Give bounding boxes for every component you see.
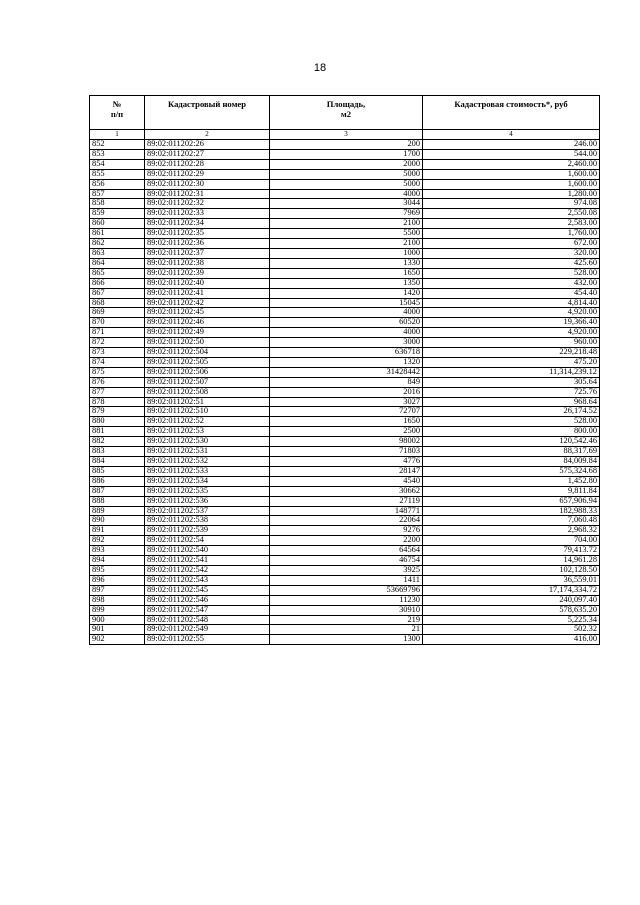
area-value: 2100 <box>270 219 423 229</box>
cadastral-number: 89:02:011202:530 <box>145 437 270 447</box>
cost-value: 240,097.40 <box>423 595 600 605</box>
row-number: 894 <box>90 556 145 566</box>
table-row <box>90 476 600 486</box>
table-row <box>90 377 600 387</box>
cost-value: 4,920.00 <box>423 308 600 318</box>
row-number: 889 <box>90 506 145 516</box>
cost-value: 305.64 <box>423 377 600 387</box>
area-value: 1650 <box>270 268 423 278</box>
area-value: 1650 <box>270 417 423 427</box>
cadastral-number: 89:02:011202:27 <box>145 149 270 159</box>
table-header <box>90 96 600 140</box>
row-number: 884 <box>90 457 145 467</box>
table-row <box>90 615 600 625</box>
cadastral-number: 89:02:011202:49 <box>145 328 270 338</box>
area-value: 1000 <box>270 248 423 258</box>
cadastral-number: 89:02:011202:549 <box>145 625 270 635</box>
table-row <box>90 506 600 516</box>
table-row <box>90 159 600 169</box>
area-value: 4000 <box>270 189 423 199</box>
area-value: 200 <box>270 140 423 150</box>
table-row <box>90 298 600 308</box>
cadastral-number: 89:02:011202:31 <box>145 189 270 199</box>
table-row <box>90 367 600 377</box>
cadastral-number: 89:02:011202:538 <box>145 516 270 526</box>
row-number: 863 <box>90 248 145 258</box>
row-number: 861 <box>90 229 145 239</box>
cadastral-number: 89:02:011202:542 <box>145 565 270 575</box>
row-number: 877 <box>90 387 145 397</box>
row-number: 890 <box>90 516 145 526</box>
area-value: 4000 <box>270 308 423 318</box>
table-row <box>90 486 600 496</box>
cadastral-number: 89:02:011202:504 <box>145 348 270 358</box>
cadastral-number: 89:02:011202:46 <box>145 318 270 328</box>
cost-value: 14,961.28 <box>423 556 600 566</box>
table-row <box>90 417 600 427</box>
table-row <box>90 516 600 526</box>
header-area-line1: Площадь, <box>326 99 366 109</box>
cost-value: 2,583.00 <box>423 219 600 229</box>
table-row <box>90 229 600 239</box>
row-number: 872 <box>90 338 145 348</box>
area-value: 27119 <box>270 496 423 506</box>
cadastral-number: 89:02:011202:505 <box>145 357 270 367</box>
area-value: 53669796 <box>270 585 423 595</box>
table-row <box>90 585 600 595</box>
area-value: 219 <box>270 615 423 625</box>
cost-value: 1,452.80 <box>423 476 600 486</box>
table-row <box>90 397 600 407</box>
table-row <box>90 387 600 397</box>
row-number: 876 <box>90 377 145 387</box>
row-number: 870 <box>90 318 145 328</box>
cost-value: 246.00 <box>423 140 600 150</box>
area-value: 1420 <box>270 288 423 298</box>
table-row <box>90 348 600 358</box>
cadastral-number: 89:02:011202:41 <box>145 288 270 298</box>
row-number: 856 <box>90 179 145 189</box>
area-value: 30662 <box>270 486 423 496</box>
row-number: 875 <box>90 367 145 377</box>
row-number: 888 <box>90 496 145 506</box>
row-number: 899 <box>90 605 145 615</box>
table-row <box>90 239 600 249</box>
cost-value: 120,542.46 <box>423 437 600 447</box>
header-cost: Кадастровая стоимость*, руб <box>423 96 600 130</box>
cost-value: 672.00 <box>423 239 600 249</box>
area-value: 9276 <box>270 526 423 536</box>
cadastral-number: 89:02:011202:546 <box>145 595 270 605</box>
cadastral-number: 89:02:011202:507 <box>145 377 270 387</box>
row-number: 860 <box>90 219 145 229</box>
area-value: 4776 <box>270 457 423 467</box>
row-number: 881 <box>90 427 145 437</box>
cost-value: 11,314,239.12 <box>423 367 600 377</box>
cadastral-number: 89:02:011202:50 <box>145 338 270 348</box>
cost-value: 84,009.84 <box>423 457 600 467</box>
row-number: 878 <box>90 397 145 407</box>
table-row <box>90 318 600 328</box>
column-number-row <box>90 130 600 140</box>
cost-value: 88,317.69 <box>423 447 600 457</box>
row-number: 879 <box>90 407 145 417</box>
cadastral-number: 89:02:011202:537 <box>145 506 270 516</box>
cost-value: 1,600.00 <box>423 169 600 179</box>
area-value: 1320 <box>270 357 423 367</box>
cost-value: 1,280.00 <box>423 189 600 199</box>
cadastral-number: 89:02:011202:547 <box>145 605 270 615</box>
area-value: 21 <box>270 625 423 635</box>
cadastral-number: 89:02:011202:35 <box>145 229 270 239</box>
row-number: 866 <box>90 278 145 288</box>
cadastral-number: 89:02:011202:53 <box>145 427 270 437</box>
table-row <box>90 407 600 417</box>
area-value: 5500 <box>270 229 423 239</box>
cadastral-number: 89:02:011202:533 <box>145 466 270 476</box>
column-number: 3 <box>270 130 423 140</box>
row-number: 858 <box>90 199 145 209</box>
area-value: 3044 <box>270 199 423 209</box>
table-row <box>90 268 600 278</box>
row-number: 901 <box>90 625 145 635</box>
cost-value: 36,559.01 <box>423 575 600 585</box>
table-row <box>90 189 600 199</box>
area-value: 22064 <box>270 516 423 526</box>
table-row <box>90 625 600 635</box>
row-number: 871 <box>90 328 145 338</box>
cost-value: 475.20 <box>423 357 600 367</box>
row-number: 898 <box>90 595 145 605</box>
row-number: 873 <box>90 348 145 358</box>
cost-value: 528.00 <box>423 417 600 427</box>
area-value: 1411 <box>270 575 423 585</box>
cost-value: 974.08 <box>423 199 600 209</box>
row-number: 893 <box>90 546 145 556</box>
area-value: 3027 <box>270 397 423 407</box>
cost-value: 725.76 <box>423 387 600 397</box>
cadastral-number: 89:02:011202:531 <box>145 447 270 457</box>
cadastral-number: 89:02:011202:32 <box>145 199 270 209</box>
area-value: 5000 <box>270 169 423 179</box>
cadastral-number: 89:02:011202:532 <box>145 457 270 467</box>
table-row <box>90 328 600 338</box>
table-row <box>90 179 600 189</box>
area-value: 1330 <box>270 258 423 268</box>
table-row <box>90 575 600 585</box>
row-number: 887 <box>90 486 145 496</box>
cadastral-number: 89:02:011202:29 <box>145 169 270 179</box>
table-row <box>90 258 600 268</box>
area-value: 30910 <box>270 605 423 615</box>
cost-value: 17,174,334.72 <box>423 585 600 595</box>
page-number: 18 <box>313 62 327 74</box>
row-number: 869 <box>90 308 145 318</box>
cadastral-number: 89:02:011202:51 <box>145 397 270 407</box>
row-number: 883 <box>90 447 145 457</box>
cost-value: 800.00 <box>423 427 600 437</box>
area-value: 1700 <box>270 149 423 159</box>
cadastral-number: 89:02:011202:40 <box>145 278 270 288</box>
area-value: 46754 <box>270 556 423 566</box>
row-number: 852 <box>90 140 145 150</box>
row-number: 865 <box>90 268 145 278</box>
area-value: 1300 <box>270 635 423 645</box>
table-row <box>90 556 600 566</box>
cost-value: 320.00 <box>423 248 600 258</box>
table-row <box>90 595 600 605</box>
cadastral-number: 89:02:011202:536 <box>145 496 270 506</box>
cost-value: 2,550.08 <box>423 209 600 219</box>
cadastral-number: 89:02:011202:539 <box>145 526 270 536</box>
cost-value: 102,128.50 <box>423 565 600 575</box>
area-value: 72707 <box>270 407 423 417</box>
row-number: 864 <box>90 258 145 268</box>
cadastral-number: 89:02:011202:30 <box>145 179 270 189</box>
cadastral-number: 89:02:011202:543 <box>145 575 270 585</box>
table-row <box>90 288 600 298</box>
row-number: 897 <box>90 585 145 595</box>
table-row <box>90 140 600 150</box>
cost-value: 575,324.68 <box>423 466 600 476</box>
cost-value: 960.00 <box>423 338 600 348</box>
cost-value: 4,814.40 <box>423 298 600 308</box>
cadastral-number: 89:02:011202:541 <box>145 556 270 566</box>
cadastral-number: 89:02:011202:42 <box>145 298 270 308</box>
row-number: 895 <box>90 565 145 575</box>
area-value: 2016 <box>270 387 423 397</box>
row-number: 900 <box>90 615 145 625</box>
cost-value: 968.64 <box>423 397 600 407</box>
area-value: 31428442 <box>270 367 423 377</box>
column-number: 2 <box>145 130 270 140</box>
row-number: 882 <box>90 437 145 447</box>
table-row <box>90 536 600 546</box>
cadastral-number: 89:02:011202:45 <box>145 308 270 318</box>
area-value: 849 <box>270 377 423 387</box>
area-value: 7969 <box>270 209 423 219</box>
area-value: 2500 <box>270 427 423 437</box>
area-value: 28147 <box>270 466 423 476</box>
row-number: 853 <box>90 149 145 159</box>
area-value: 5000 <box>270 179 423 189</box>
area-value: 60520 <box>270 318 423 328</box>
table-row <box>90 169 600 179</box>
cost-value: 19,366.40 <box>423 318 600 328</box>
row-number: 855 <box>90 169 145 179</box>
cadastral-number: 89:02:011202:54 <box>145 536 270 546</box>
cadastral-number: 89:02:011202:52 <box>145 417 270 427</box>
table-row <box>90 149 600 159</box>
cadastral-number: 89:02:011202:535 <box>145 486 270 496</box>
table-body <box>90 140 600 645</box>
row-number: 859 <box>90 209 145 219</box>
table-row <box>90 526 600 536</box>
area-value: 15045 <box>270 298 423 308</box>
table-row <box>90 219 600 229</box>
cadastral-table <box>89 95 600 645</box>
row-number: 892 <box>90 536 145 546</box>
row-number: 891 <box>90 526 145 536</box>
row-number: 886 <box>90 476 145 486</box>
table-row <box>90 457 600 467</box>
table-row <box>90 447 600 457</box>
cadastral-number: 89:02:011202:26 <box>145 140 270 150</box>
row-number: 874 <box>90 357 145 367</box>
cadastral-number: 89:02:011202:36 <box>145 239 270 249</box>
table-row <box>90 565 600 575</box>
cost-value: 9,811.84 <box>423 486 600 496</box>
cadastral-number: 89:02:011202:548 <box>145 615 270 625</box>
table-row <box>90 437 600 447</box>
cost-value: 5,225.34 <box>423 615 600 625</box>
cost-value: 2,968.32 <box>423 526 600 536</box>
cadastral-number: 89:02:011202:506 <box>145 367 270 377</box>
table-row <box>90 199 600 209</box>
table-row <box>90 338 600 348</box>
area-value: 3925 <box>270 565 423 575</box>
cost-value: 26,174.52 <box>423 407 600 417</box>
table-row <box>90 209 600 219</box>
cost-value: 79,413.72 <box>423 546 600 556</box>
table-row <box>90 278 600 288</box>
row-number: 885 <box>90 466 145 476</box>
header-num-line1: № <box>112 99 122 109</box>
area-value: 2000 <box>270 159 423 169</box>
cadastral-number: 89:02:011202:39 <box>145 268 270 278</box>
cost-value: 544.00 <box>423 149 600 159</box>
header-row <box>90 96 600 130</box>
area-value: 4540 <box>270 476 423 486</box>
row-number: 868 <box>90 298 145 308</box>
cadastral-number: 89:02:011202:534 <box>145 476 270 486</box>
cost-value: 432.00 <box>423 278 600 288</box>
cost-value: 4,920.00 <box>423 328 600 338</box>
header-num <box>90 96 145 130</box>
area-value: 636718 <box>270 348 423 358</box>
area-value: 148771 <box>270 506 423 516</box>
table-row <box>90 635 600 645</box>
table-row <box>90 308 600 318</box>
header-area-line2: м2 <box>340 109 352 119</box>
column-number: 1 <box>90 130 145 140</box>
area-value: 11230 <box>270 595 423 605</box>
cost-value: 425.60 <box>423 258 600 268</box>
cadastral-number: 89:02:011202:37 <box>145 248 270 258</box>
cadastral-number: 89:02:011202:540 <box>145 546 270 556</box>
header-code: Кадастровый номер <box>145 96 270 130</box>
cost-value: 502.32 <box>423 625 600 635</box>
area-value: 1350 <box>270 278 423 288</box>
table-row <box>90 357 600 367</box>
cost-value: 578,635.20 <box>423 605 600 615</box>
row-number: 862 <box>90 239 145 249</box>
table-row <box>90 546 600 556</box>
area-value: 64564 <box>270 546 423 556</box>
column-number: 4 <box>423 130 600 140</box>
row-number: 867 <box>90 288 145 298</box>
cost-value: 1,600.00 <box>423 179 600 189</box>
row-number: 857 <box>90 189 145 199</box>
area-value: 2200 <box>270 536 423 546</box>
cadastral-number: 89:02:011202:55 <box>145 635 270 645</box>
area-value: 2100 <box>270 239 423 249</box>
cost-value: 528.00 <box>423 268 600 278</box>
area-value: 98002 <box>270 437 423 447</box>
cost-value: 7,060.48 <box>423 516 600 526</box>
cadastral-number: 89:02:011202:28 <box>145 159 270 169</box>
cost-value: 2,460.00 <box>423 159 600 169</box>
row-number: 902 <box>90 635 145 645</box>
table-row <box>90 248 600 258</box>
cost-value: 229,218.48 <box>423 348 600 358</box>
cadastral-number: 89:02:011202:545 <box>145 585 270 595</box>
table-row <box>90 496 600 506</box>
header-area <box>270 96 423 130</box>
cost-value: 1,760.00 <box>423 229 600 239</box>
table-row <box>90 466 600 476</box>
area-value: 71803 <box>270 447 423 457</box>
area-value: 4000 <box>270 328 423 338</box>
cadastral-number: 89:02:011202:34 <box>145 219 270 229</box>
cadastral-number: 89:02:011202:508 <box>145 387 270 397</box>
cost-value: 182,988.33 <box>423 506 600 516</box>
cost-value: 657,906.94 <box>423 496 600 506</box>
cadastral-number: 89:02:011202:33 <box>145 209 270 219</box>
cost-value: 704.00 <box>423 536 600 546</box>
cost-value: 416.00 <box>423 635 600 645</box>
cadastral-number: 89:02:011202:38 <box>145 258 270 268</box>
row-number: 854 <box>90 159 145 169</box>
table-row <box>90 605 600 615</box>
header-num-line2: п/п <box>110 109 124 119</box>
row-number: 880 <box>90 417 145 427</box>
cost-value: 454.40 <box>423 288 600 298</box>
row-number: 896 <box>90 575 145 585</box>
cadastral-number: 89:02:011202:510 <box>145 407 270 417</box>
area-value: 3000 <box>270 338 423 348</box>
table-row <box>90 427 600 437</box>
